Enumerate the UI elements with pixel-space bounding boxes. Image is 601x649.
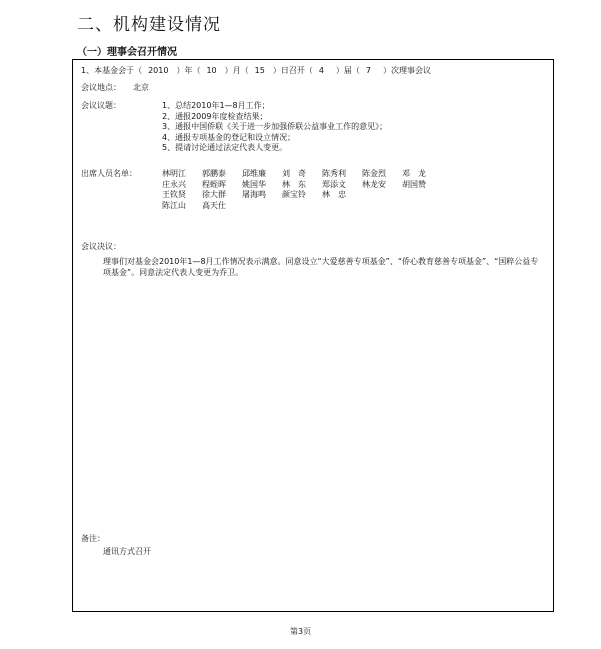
resolution-text: 理事们对基金会2010年1—8月工作情况表示满意。同意设立“大爱慈善专项基金”、“侨心教育慈善专项基金”、“国粹公益专项基金”。同意法定代表人变更为乔卫。	[103, 257, 539, 277]
meeting-day: 15	[254, 66, 265, 75]
attendees-label: 出席人员名单：	[81, 169, 137, 178]
agenda-item: 4、通报专项基金的登记和设立情况；	[162, 132, 296, 142]
meeting-prefix: 1、本基金会于（	[81, 66, 143, 75]
attendees-row	[162, 201, 442, 212]
meeting-year: 2010	[148, 66, 169, 75]
attendee-name: 徐大群	[202, 190, 226, 199]
agenda-label: 会议议题：	[81, 101, 121, 110]
meeting-year-unit: ）年（	[176, 66, 201, 75]
attendee-name: 陈江山	[162, 200, 186, 210]
meeting-term: 4	[318, 66, 324, 75]
meeting-day-unit: ）日召开（	[272, 66, 313, 75]
agenda-item: 1、总结2010年1—8月工作；	[162, 101, 270, 110]
agenda-list	[162, 101, 387, 154]
attendees-row	[162, 190, 442, 201]
attendee-name: 王钦贤	[162, 190, 186, 199]
attendee-name: 林 忠	[322, 190, 346, 199]
remarks-text: 通讯方式召开	[103, 547, 151, 556]
attendee-name: 颜宝铃	[282, 190, 306, 199]
attendees-row	[162, 180, 442, 191]
attendee-name: 陈秀利	[322, 169, 346, 178]
location-label: 会议地点：	[81, 83, 121, 92]
attendee-name: 林明江	[162, 169, 186, 178]
meeting-info-frame	[72, 59, 554, 612]
agenda-item: 3、通报中国侨联《关于进一步加强侨联公益事业工作的意见》；	[162, 122, 388, 131]
attendee-name: 林龙安	[362, 179, 386, 189]
attendee-name: 郭鹏泰	[202, 169, 226, 178]
attendees-row	[162, 169, 442, 180]
attendee-name: 刘 奇	[282, 169, 306, 178]
attendee-name: 屠海鸣	[242, 190, 266, 199]
meeting-term-unit: ）届（	[335, 66, 360, 75]
attendee-name: 邱维廉	[242, 169, 266, 178]
attendee-name: 郑添文	[322, 179, 346, 189]
meeting-summary-line	[81, 66, 431, 76]
attendee-name: 姚国华	[242, 179, 266, 189]
meeting-session-unit: ）次理事会议	[383, 66, 432, 75]
meeting-month-unit: ）月（	[224, 66, 249, 75]
attendee-name: 高天仕	[202, 200, 226, 210]
attendee-name: 庄永兴	[162, 179, 186, 189]
agenda-item: 5、提请讨论通过法定代表人变更。	[162, 143, 288, 152]
attendee-name: 程蛭晖	[202, 179, 226, 189]
page-number: 第3页	[290, 627, 312, 636]
attendee-name: 林 东	[282, 179, 306, 189]
meeting-month: 10	[206, 66, 217, 75]
location-value: 北京	[133, 83, 149, 92]
attendee-name: 胡国赞	[402, 179, 426, 189]
section-heading: （一）理事会召开情况	[77, 47, 177, 58]
resolution-label: 会议决议：	[81, 242, 121, 251]
remarks-label: 备注：	[81, 534, 105, 543]
attendee-name: 陈金烈	[362, 169, 386, 178]
agenda-item: 2、通报2009年度检查结果；	[162, 111, 268, 121]
meeting-session: 7	[365, 66, 372, 75]
location-line	[81, 83, 149, 93]
attendees-grid	[162, 169, 442, 211]
attendee-name: 邓 龙	[402, 169, 426, 178]
page-title: 二、机构建设情况	[77, 15, 221, 35]
